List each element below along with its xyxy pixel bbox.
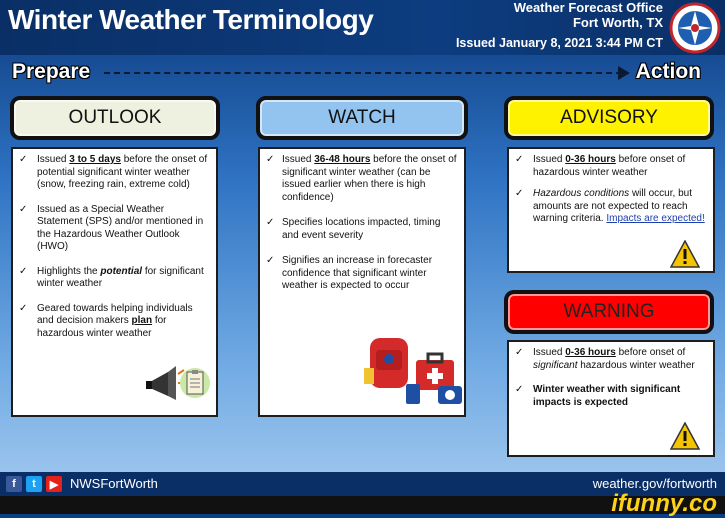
office-line-2: Fort Worth, TX	[572, 15, 663, 30]
watch-item: ✓ Specifies locations impacted, timing and event severity	[260, 217, 464, 242]
megaphone-clipboard-icon	[146, 362, 210, 404]
youtube-icon[interactable]: ▶	[46, 476, 62, 492]
warning-triangle-icon	[670, 240, 700, 268]
issued-timestamp: Issued January 8, 2021 3:44 PM CT	[455, 36, 663, 50]
page-title: Winter Weather Terminology	[8, 4, 374, 35]
ifunny-watermark: ifunny.co	[611, 490, 717, 517]
watch-item: ✓ Signifies an increase in forecaster confidence that significant winter weather is expected to occur	[260, 255, 464, 293]
twitter-icon[interactable]: t	[26, 476, 42, 492]
warning-heading: WARNING	[504, 290, 714, 334]
outlook-item: ✓ Issued as a Special Weather Statement (SPS) and/or mentioned in the Hazardous Weather Outlook (HWO)	[13, 204, 216, 254]
facebook-icon[interactable]: f	[6, 476, 22, 492]
outlook-item: ✓ Geared towards helping individuals and decision makers plan for hazardous winter weather	[13, 303, 216, 341]
prepare-action-arrow	[104, 72, 622, 74]
outlook-item: ✓ Issued 3 to 5 days before the onset of potential significant winter weather (snow, freezing rain, extreme cold)	[13, 154, 216, 192]
office-line-1: Weather Forecast Office	[513, 0, 663, 15]
warning-item: ✓ Issued 0-36 hours before onset of significant hazardous winter weather	[509, 347, 713, 372]
outlook-heading: OUTLOOK	[10, 96, 220, 140]
prepare-label: Prepare	[12, 60, 91, 83]
emergency-kit-icon	[362, 328, 468, 408]
watch-item: ✓ Issued 36-48 hours before the onset of significant winter weather (can be issued earlier when there is high confidence)	[260, 154, 464, 204]
action-label: Action	[635, 60, 701, 83]
advisory-item: ✓ Hazardous conditions will occur, but amounts are not expected to reach warning criteria. Impacts are expected!	[509, 188, 713, 226]
warning-item: ✓ Winter weather with significant impacts is expected	[509, 384, 713, 409]
noaa-nws-seal-icon	[669, 2, 721, 54]
impacts-expected-link[interactable]: Impacts are expected!	[606, 213, 705, 224]
warning-triangle-icon	[670, 422, 700, 450]
advisory-item: ✓ Issued 0-36 hours before onset of hazardous winter weather	[509, 154, 713, 179]
watch-heading: WATCH	[256, 96, 468, 140]
office-name	[514, 0, 663, 30]
advisory-heading: ADVISORY	[504, 96, 714, 140]
social-links	[6, 476, 62, 492]
social-handle[interactable]: NWSFortWorth	[70, 476, 158, 491]
outlook-item: ✓ Highlights the potential for significant winter weather	[13, 266, 216, 291]
website-link[interactable]: weather.gov/fortworth	[592, 476, 717, 491]
header-bar	[0, 0, 725, 55]
arrow-head-icon	[618, 66, 630, 80]
